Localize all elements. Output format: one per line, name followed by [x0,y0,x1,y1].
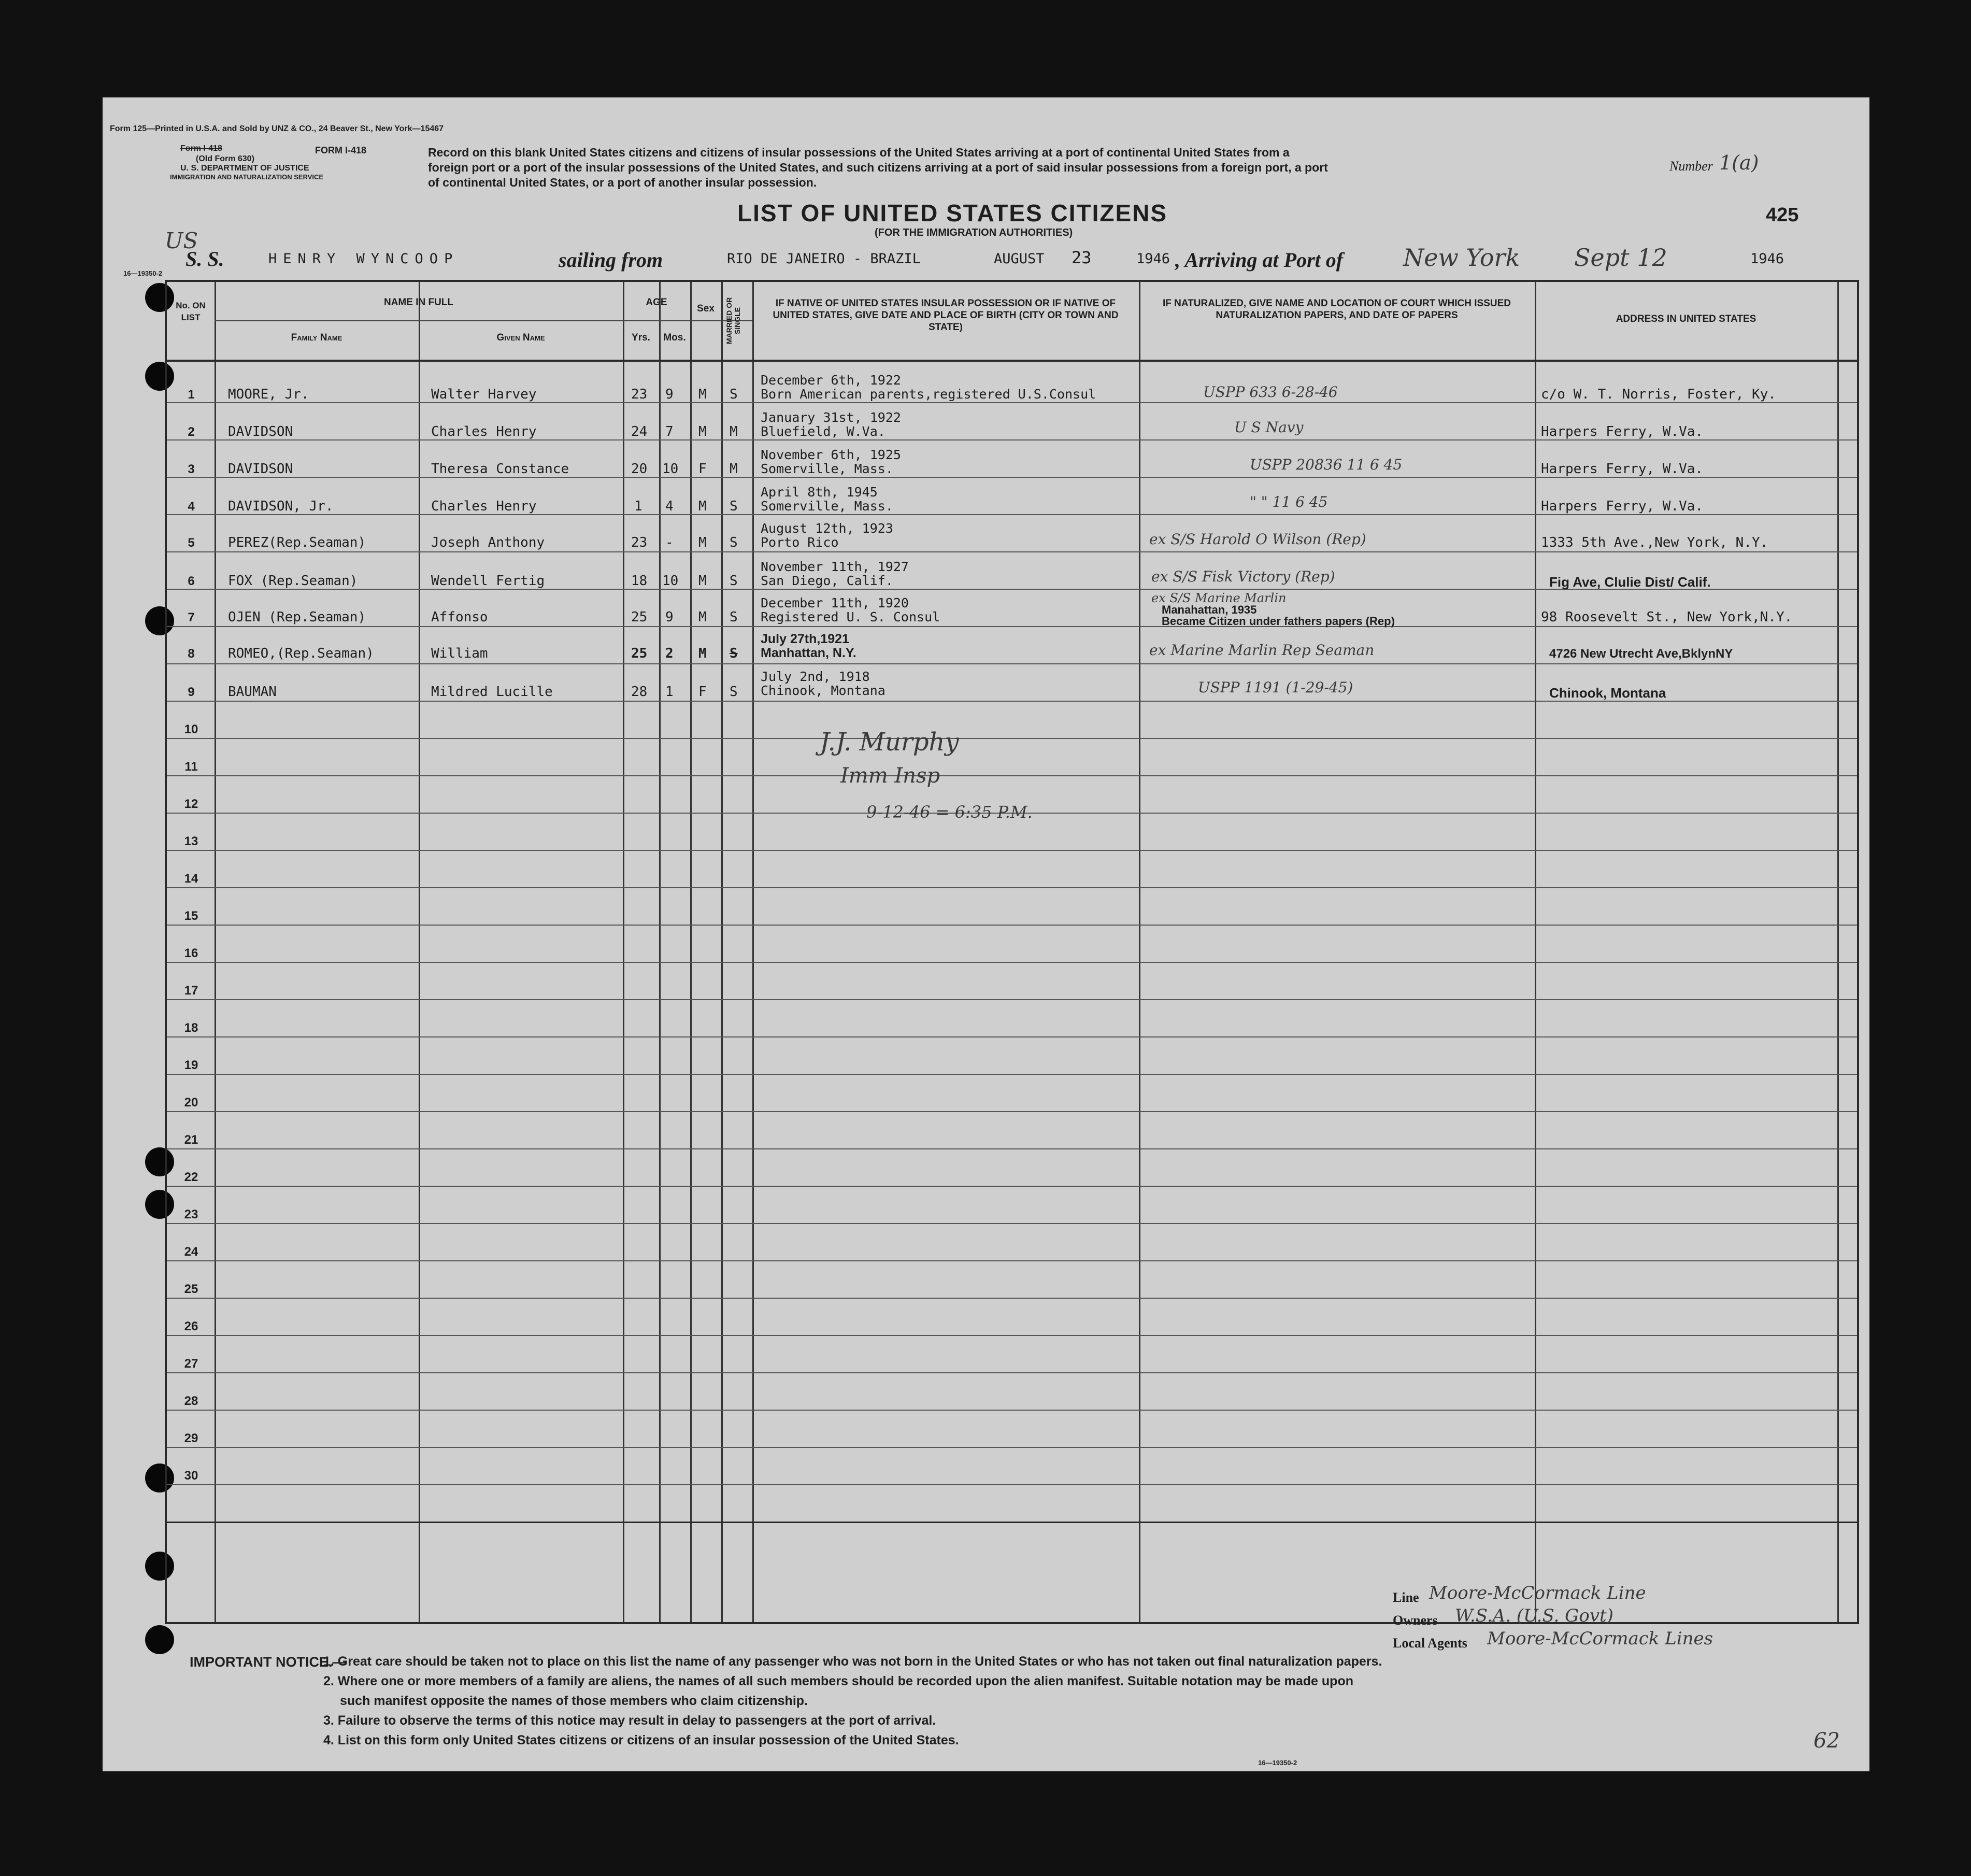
marital-status: S [730,609,738,625]
sex: M [698,387,707,402]
birth-date: July 2nd, 1918 [761,669,870,684]
row-number: 28 [184,1394,198,1408]
us-address: Chinook, Montana [1549,685,1666,701]
form-number: FORM I-418 [315,145,367,155]
arrive-port: New York [1403,244,1520,272]
row-number: 14 [184,872,198,886]
ss-label: S. S. [185,247,224,271]
us-address: 4726 New Utrecht Ave,BklynNY [1549,647,1733,661]
age-years: 1 [634,499,642,514]
bottom-form-code: 16—19350-2 [1258,1759,1297,1767]
row-number: 10 [184,722,198,736]
row-rule [167,1335,1857,1336]
col-naturalized: IF NATURALIZED, GIVE NAME AND LOCATION OF COURT WHICH ISSUED NATURALIZATION PAPERS, AND DATE OF PAPERS [1162,298,1511,321]
us-address: 98 Roosevelt St., New York,N.Y. [1541,609,1793,625]
punch-hole [145,1625,174,1654]
line-value: Moore-McCormack Line [1429,1583,1646,1603]
birth-place: Registered U. S. Consul [761,609,940,624]
row-rule [167,1484,1857,1485]
row-number: 2 [188,425,195,439]
row-number: 16 [184,946,198,960]
old-form: (Old Form 630) [196,154,254,163]
depart-year: 1946 [1136,251,1170,267]
us-address: 1333 5th Ave.,New York, N.Y. [1541,535,1768,550]
row-rule [167,850,1857,851]
important-notice [190,1654,1868,1768]
marital-status: S [730,573,738,589]
page-title: LIST OF UNITED STATES CITIZENS [737,200,1168,226]
family-name: ROMEO,(Rep.Seaman) [228,646,374,661]
age-years: 25 [631,609,648,625]
age-years: 24 [631,424,648,439]
department: U. S. DEPARTMENT OF JUSTICE [180,164,309,173]
birth-date: November 6th, 1925 [761,447,901,462]
sex: M [698,535,707,550]
col-divider [752,282,754,1622]
citizens-table [165,280,1859,1624]
row-rule [167,1372,1857,1373]
header-rule [167,360,1857,362]
birth-place: Chinook, Montana [761,683,885,698]
row-number: 15 [184,909,198,923]
row-number: 4 [188,500,195,514]
row-number: 29 [184,1431,198,1445]
number-label: Number [1669,159,1713,174]
row-number: 21 [184,1133,198,1147]
row-rule [167,1522,1857,1523]
margin-note: 62 [1813,1729,1840,1753]
col-age: AGE [646,297,667,308]
family-name: OJEN (Rep.Seaman) [228,609,366,625]
age-months: 7 [665,424,674,439]
family-name: FOX (Rep.Seaman) [228,573,358,589]
age-months: 10 [662,573,679,589]
row-rule [167,1410,1857,1411]
col-sex: Sex [697,303,715,314]
col-given-name: Given Name [496,332,545,343]
row-number: 27 [184,1357,198,1371]
row-number: 17 [184,984,198,998]
birth-place: Somerville, Mass. [761,499,893,514]
given-name: Wendell Fertig [431,573,545,589]
sex: M [698,424,707,439]
given-name: Affonso [431,609,488,625]
depart-day: 23 [1072,248,1092,267]
row-rule [167,626,1857,627]
given-name: Walter Harvey [431,387,537,402]
marital-status: S [730,499,738,514]
row-rule [167,1148,1857,1149]
row-number: 3 [188,462,195,476]
given-name: Charles Henry [431,499,537,514]
row-rule [167,551,1857,552]
age-months: 1 [665,684,674,700]
number-value: 1(a) [1719,151,1759,174]
col-no-on-list: No. ON LIST [176,301,206,322]
sex: M [698,646,707,661]
birth-date: January 31st, 1922 [761,410,901,425]
inspector-title: Imm Insp [840,764,940,788]
age-months: 10 [662,461,679,477]
line-label: Line [1393,1590,1419,1605]
naturalization: USPP 633 6-28-46 [1203,383,1338,401]
owners-label: Owners [1393,1613,1438,1628]
sex: M [698,499,707,514]
family-name: PEREZ(Rep.Seaman) [228,535,366,550]
owners-value: W.S.A. (U.S. Govt) [1455,1605,1613,1626]
naturalization: ex S/S Fisk Victory (Rep) [1151,568,1335,585]
age-months: 2 [665,646,674,661]
col-divider [1837,282,1839,1622]
row-number: 18 [184,1021,198,1035]
row-number: 19 [184,1058,198,1072]
col-family-name: Family Name [291,332,342,343]
notice-item: such manifest opposite the names of those members who claim citizenship. [340,1694,808,1708]
family-name: DAVIDSON, Jr. [228,499,334,514]
given-name: Theresa Constance [431,461,569,477]
family-name: DAVIDSON [228,461,293,477]
row-number: 20 [184,1096,198,1110]
naturalization: ex S/S Marine Marlin [1151,591,1287,605]
inspection-timestamp: 9-12-46 = 6:35 P.M. [866,802,1033,822]
naturalization-court: Manahattan, 1935 [1162,603,1257,616]
sex: M [698,573,707,589]
birth-date: November 11th, 1927 [761,559,909,574]
given-name: Charles Henry [431,424,537,439]
col-divider [690,282,692,1622]
sex: F [698,684,707,700]
row-rule [167,1298,1857,1299]
age-years: 18 [631,573,648,589]
row-rule [167,1036,1857,1038]
record-text [428,145,1328,190]
col-divider [1139,282,1140,1622]
col-divider [659,282,661,1622]
row-rule [167,925,1857,926]
notice-item: 3. Failure to observe the terms of this notice may result in delay to passengers at the port of arrival. [323,1713,936,1728]
row-rule [167,402,1857,403]
row-number: 11 [184,760,198,774]
record-line: foreign port or a port of the insular possessions of the United States, and such citizens arriving at a port of said insular possessions from a foreign port, a port [428,161,1328,174]
sex: M [698,609,707,625]
us-address: Fig Ave, Clulie Dist/ Calif. [1549,574,1711,590]
arriving-label: , Arriving at Port of [1175,248,1344,272]
page-subtitle: (FOR THE IMMIGRATION AUTHORITIES) [875,227,1073,238]
age-years: 28 [631,684,648,700]
naturalization: ex Marine Marlin Rep Seaman [1149,642,1375,659]
row-rule [167,962,1857,963]
naturalization: USPP 1191 (1-29-45) [1198,679,1353,696]
notice-item: 1. Great care should be taken not to place on this list the name of any passenger who was not born in the United States or who has not taken out final naturalization papers. [323,1654,1382,1669]
col-mos: Mos. [663,332,686,343]
row-number: 9 [188,685,195,699]
marital-status: S [730,684,738,700]
row-rule [167,1260,1857,1261]
given-name: Mildred Lucille [431,684,553,700]
age-months: 9 [665,609,674,625]
row-number: 12 [184,797,198,811]
row-rule [167,1111,1857,1112]
row-number: 24 [184,1245,198,1259]
row-rule [167,514,1857,515]
row-number: 7 [188,610,195,624]
col-birth: IF NATIVE OF UNITED STATES INSULAR POSSESSION OR IF NATIVE OF UNITED STATES, GIVE DATE AND PLACE OF BIRTH (CITY OR TOWN AND STATE) [773,298,1119,333]
from-port: RIO DE JANEIRO - BRAZIL [727,251,921,267]
record-line: Record on this blank United States citizens and citizens of insular possessions of the United States arriving at a port of continental United States from a [428,146,1290,159]
col-divider [215,282,216,1622]
birth-date: December 11th, 1920 [761,595,909,610]
row-number: 25 [184,1282,198,1296]
form-number-crossed: Form I-418 [180,144,222,153]
arrive-date: Sept 12 [1574,244,1667,272]
col-divider [721,282,723,1622]
birth-date: December 6th, 1922 [761,373,901,388]
agents-label: Local Agents [1393,1636,1467,1651]
birth-place: Manhattan, N.Y. [761,646,856,660]
age-months: 9 [665,387,674,402]
row-number: 22 [184,1170,198,1184]
col-married-single: MARRIED OR SINGLE [725,297,741,345]
naturalization: U S Navy [1234,419,1304,436]
notice-title: IMPORTANT NOTICE.— [190,1654,347,1670]
sex: F [698,461,707,477]
us-address: c/o W. T. Norris, Foster, Ky. [1541,387,1776,402]
row-rule [167,775,1857,776]
marital-status: S [730,535,738,550]
family-name: MOORE, Jr. [228,387,309,402]
age-years: 25 [631,646,648,661]
col-yrs: Yrs. [632,332,650,343]
us-address: Harpers Ferry, W.Va. [1541,499,1704,514]
row-rule [167,1074,1857,1075]
age-years: 23 [631,535,648,550]
row-rule [167,1447,1857,1448]
col-name-in-full: NAME IN FULL [383,297,454,308]
row-rule [167,1223,1857,1224]
age-months: - [665,535,674,550]
row-rule [167,477,1857,478]
inspector-signature: J.J. Murphy [820,728,959,757]
col-divider [419,282,420,1622]
birth-place: San Diego, Calif. [761,573,893,588]
family-name: BAUMAN [228,684,277,700]
row-number: 13 [184,834,198,848]
row-rule [167,663,1857,664]
naturalization-note: Became Citizen under fathers papers (Rep) [1162,615,1395,628]
agents-value: Moore-McCormack Lines [1487,1628,1713,1649]
record-line: of continental United States, or a port of another insular possession. [428,176,817,189]
col-divider [1535,282,1536,1622]
row-rule [167,738,1857,739]
page-number: 425 [1766,204,1799,226]
header-subrule [215,320,752,321]
row-number: 8 [188,647,195,661]
row-number: 26 [184,1319,198,1333]
us-address: Harpers Ferry, W.Va. [1541,424,1704,439]
birth-place: Porto Rico [761,535,839,550]
ship-name: HENRY WYNCOOP [268,251,459,267]
row-rule [167,999,1857,1000]
printer-line: Form 125—Printed in U.S.A. and Sold by UNZ & CO., 24 Beaver St., New York—15467 [110,124,444,133]
manifest-sheet [103,97,1869,1771]
birth-date: August 12th, 1923 [761,521,893,536]
marital-status: M [730,461,738,477]
naturalization: " " 11 6 45 [1250,493,1328,510]
row-number: 5 [188,536,195,550]
sailing-label: sailing from [559,248,663,272]
marital-status: M [730,424,738,439]
col-divider [623,282,624,1622]
age-years: 23 [631,387,648,402]
row-number: 6 [188,574,195,588]
notice-item: 2. Where one or more members of a family are aliens, the names of all such members should be recorded upon the alien manifest. Suitable notation may be made upon [323,1674,1353,1688]
row-rule [167,1186,1857,1187]
marital-status: S [730,387,738,402]
family-name: DAVIDSON [228,424,293,439]
birth-date: July 27th,1921 [761,632,849,646]
col-address: ADDRESS IN UNITED STATES [1616,314,1756,324]
age-years: 20 [631,461,648,477]
row-number: 30 [184,1469,198,1483]
age-months: 4 [665,499,674,514]
service: IMMIGRATION AND NATURALIZATION SERVICE [170,173,324,181]
row-number: 1 [188,388,195,402]
row-rule [167,887,1857,888]
naturalization: ex S/S Harold O Wilson (Rep) [1149,531,1366,548]
arrive-year: 1946 [1750,251,1784,267]
row-number: 23 [184,1207,198,1221]
birth-place: Born American parents,registered U.S.Consul [761,387,1096,402]
birth-place: Somerville, Mass. [761,461,893,476]
marital-status: S [730,646,738,661]
us-address: Harpers Ferry, W.Va. [1541,461,1704,477]
given-name: Joseph Anthony [431,535,545,550]
depart-month: AUGUST [994,251,1045,267]
row-rule [167,439,1857,440]
birth-place: Bluefield, W.Va. [761,424,885,439]
birth-date: April 8th, 1945 [761,485,878,500]
us-mark: US [165,228,198,253]
form-code: 16—19350-2 [123,269,163,277]
given-name: William [431,646,488,661]
notice-item: 4. List on this form only United States citizens or citizens of an insular possession of the United States. [323,1733,959,1747]
naturalization: USPP 20836 11 6 45 [1250,456,1403,473]
